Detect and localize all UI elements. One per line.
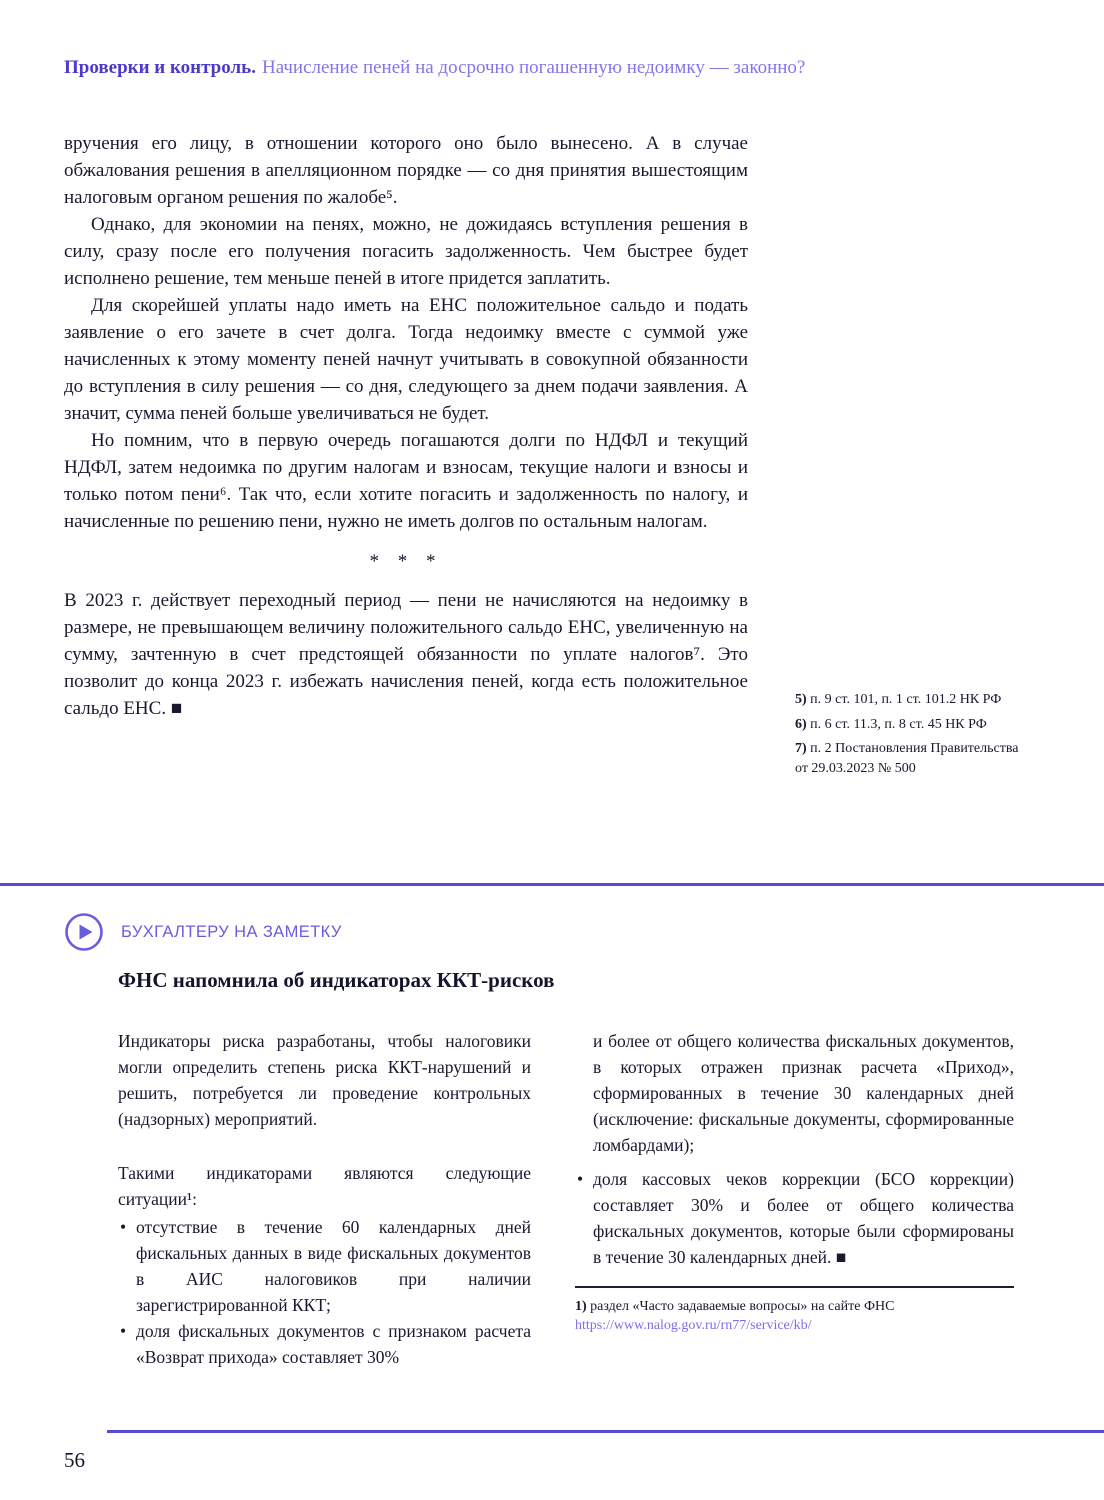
article-paragraph: Для скорейшей уплаты надо иметь на ЕНС положительное сальдо и подать заявление о его зачете в счет долга. Тогда недоимку вместе с суммой уже начисленных к этому моменту пеней начнут учитывать в совокупной обязанности до вступления в силу решения — со дня, следующего за днем подачи заявления. А значит, сумма пеней больше увеличиваться не будет.	[64, 295, 748, 424]
note-paragraph: Такими индикаторами являются следующие ситуации¹:	[118, 1163, 531, 1209]
note-columns	[118, 1028, 1014, 1370]
note-footnote	[575, 1286, 1014, 1335]
note-paragraph: Индикаторы риска разработаны, чтобы налоговики могли определить степень риска ККТ-нарушений и решить, потребуется ли проведение контрольных (надзорных) мероприятий.	[118, 1031, 531, 1129]
note-paragraph-continuation: и более от общего количества фискальных документов, в которых отражен признак расчета «Приход», сформированных в течение 30 календарных дней (исключение: фискальные документы, сформированные ломбардами);	[593, 1031, 1014, 1155]
footnote-number: 6)	[795, 716, 807, 732]
footnote-number: 5)	[795, 692, 807, 707]
article-paragraph: Но помним, что в первую очередь погашаются долги по НДФЛ и текущий НДФЛ, затем недоимка по другим налогам и взносам, текущие налоги и взносы и только потом пени⁶. Так что, если хотите погасить и задолженность по налогу, и начисленные по решению пени, нужно не иметь долгов по остальным налогам.	[64, 430, 748, 532]
page-number: 56	[64, 1448, 85, 1472]
note-bullet-list	[575, 1166, 1014, 1270]
list-item: • отсутствие в течение 60 календарных дней фискальных данных в виде фискальных документов в АИС налоговиков при наличии зарегистрированной ККТ;	[118, 1214, 531, 1318]
footnote-text: п. 9 ст. 101, п. 1 ст. 101.2 НК РФ	[810, 692, 1002, 707]
footnote-item	[795, 739, 1025, 778]
footnote-text: п. 6 ст. 11.3, п. 8 ст. 45 НК РФ	[810, 716, 987, 732]
note-heading: ФНС напомнила об индикаторах ККТ-рисков	[118, 968, 555, 992]
running-head	[64, 56, 1054, 80]
margin-footnotes	[795, 690, 1025, 783]
article-paragraph: Однако, для экономии на пенях, можно, не дожидаясь вступления решения в силу, сразу после его получения погасить задолженность. Чем быстрее будет исполнено решение, тем меньше пеней в итоге придется заплатить.	[64, 214, 748, 289]
rubric-label: Проверки и контроль.	[64, 57, 256, 78]
article-title: Начисление пеней на досрочно погашенную недоимку — законно?	[261, 57, 806, 78]
footnote-text: п. 2 Постановления Правительства от 29.03.2023 № 500	[795, 741, 1019, 776]
list-item: • доля кассовых чеков коррекции (БСО коррекции) составляет 30% и более от общего количества фискальных документов, которые были сформированы в течение 30 календарных дней. ■	[575, 1166, 1014, 1270]
note-column-left	[118, 1028, 531, 1370]
list-item: • доля фискальных документов с признаком расчета «Возврат прихода» составляет 30%	[118, 1318, 531, 1370]
footnote-number: 1)	[575, 1299, 587, 1314]
footer-rule	[107, 1430, 1104, 1433]
footnote-link[interactable]: https://www.nalog.gov.ru/rn77/service/kb/	[575, 1318, 812, 1333]
article-body	[64, 130, 748, 722]
note-column-right	[575, 1028, 1014, 1370]
section-break-stars: * * *	[369, 551, 443, 572]
footnote-item	[795, 715, 1025, 735]
article-paragraph: В 2023 г. действует переходный период — пени не начисляются на недоимку в размере, не превышающем величину положительного сальдо ЕНС, увеличенную на сумму, зачтенную в счет предстоящей обязанности по уплате налогов⁷. Это позволит до конца 2023 г. избежать начисления пеней, когда есть положительное сальдо ЕНС. ■	[64, 590, 748, 719]
footnote-item	[795, 690, 1025, 710]
article-paragraph: вручения его лицу, в отношении которого оно было вынесено. А в случае обжалования решения в апелляционном порядке — со дня принятия вышестоящим налоговым органом решения по жалобе⁵.	[64, 133, 748, 208]
footnote-number: 7)	[795, 741, 807, 756]
note-section-label: БУХГАЛТЕРУ НА ЗАМЕТКУ	[121, 922, 342, 941]
play-icon	[64, 912, 104, 952]
section-divider-rule	[0, 883, 1104, 886]
footnote-text: раздел «Часто задаваемые вопросы» на сайте ФНС	[590, 1299, 895, 1314]
note-bullet-list	[118, 1214, 531, 1370]
note-section-header	[64, 912, 342, 952]
